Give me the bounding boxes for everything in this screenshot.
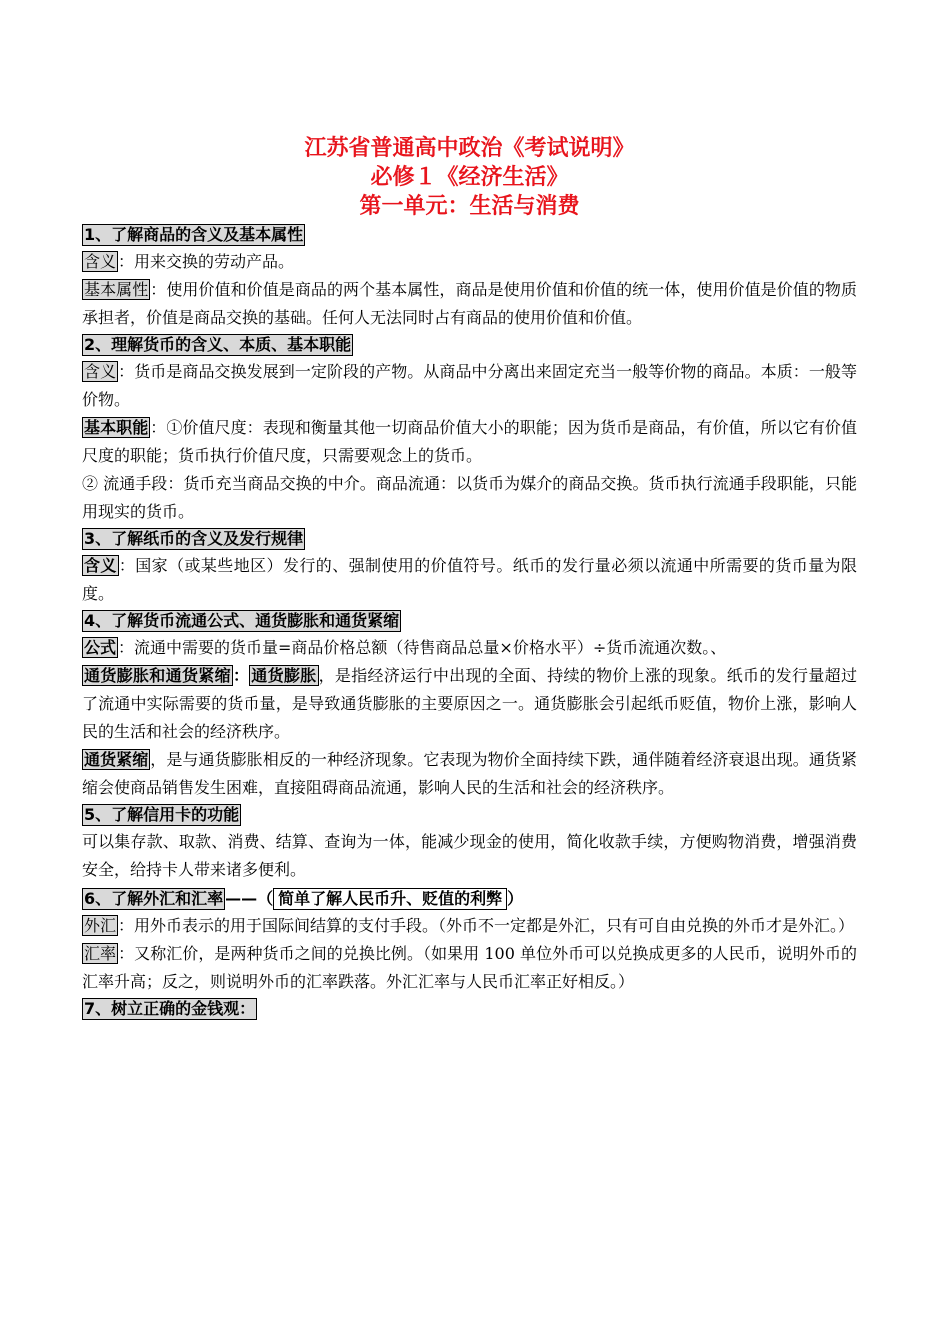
section-6-note: 简单了解人民币升、贬值的利弊 [273, 888, 507, 910]
paragraph-text: ，是指经济运行中出现的全面、持续的物价上涨的现象。纸币的发行量超过了流通中实际需要的货币量，是导致通货膨胀的主要原因之一。通货膨胀会引起纸币贬值，物价上涨，影响人民的生活和社会的经济秩序。 [82, 666, 857, 741]
section-1-heading: 1、了解商品的含义及基本属性 [84, 225, 304, 244]
paragraph-text: ：①价值尺度：表现和衡量其他一切商品价值大小的职能；因为货币是商品，有价值，所以它有价值尺度的职能；货币执行价值尺度，只需要观念上的货币。 [82, 418, 857, 465]
section-5-heading-row [82, 804, 857, 826]
section-4-heading-row [82, 610, 857, 632]
section-7-heading-row [82, 998, 857, 1020]
section-6-heading: 6、了解外汇和汇率 [84, 889, 224, 908]
term-tag: 通货膨胀 [251, 666, 317, 685]
document-title [82, 134, 857, 222]
section-5-paragraph-1: 可以集存款、取款、消费、结算、查询为一体，能减少现金的使用，简化收款手续，方便购物消费，增强消费安全，给持卡人带来诸多便利。 [82, 832, 857, 879]
title-line-1: 江苏省普通高中政治《考试说明》 [304, 136, 635, 161]
section-2-heading-row [82, 334, 857, 356]
title-line-3: 第一单元：生活与消费 [359, 194, 580, 219]
section-4-heading: 4、了解货币流通公式、通货膨胀和通货紧缩 [84, 611, 400, 630]
section-2-heading: 2、理解货币的含义、本质、基本职能 [84, 335, 352, 354]
term-tag: 通货膨胀和通货紧缩 [84, 666, 231, 685]
section-5-heading: 5、了解信用卡的功能 [84, 805, 240, 824]
term-tag: 汇率 [84, 944, 117, 963]
section-2-paragraph-3: ② 流通手段：货币充当商品交换的中介。商品流通：以货币为媒介的商品交换。货币执行流通手段职能，只能用现实的货币。 [82, 474, 857, 521]
section-1-paragraph-1 [82, 248, 857, 276]
heading-close: ） [507, 889, 524, 908]
paragraph-text: ：又称汇价，是两种货币之间的兑换比例。（如果用 100 单位外币可以兑换成更多的人民币，说明外币的汇率升高；反之，则说明外币的汇率跌落。外汇汇率与人民币汇率正好相反。） [82, 944, 857, 991]
term-colon: ： [232, 666, 250, 685]
term-tag: 含义 [84, 362, 117, 381]
section-2-paragraph-2 [82, 414, 857, 470]
paragraph-text: ：使用价值和价值是商品的两个基本属性，商品是使用价值和价值的统一体，使用价值是价值的物质承担者，价值是商品交换的基础。任何人无法同时占有商品的使用价值和价值。 [82, 280, 857, 327]
section-6-heading-row [82, 886, 857, 910]
section-3-heading: 3、了解纸币的含义及发行规律 [84, 529, 304, 548]
document-page [82, 128, 857, 1022]
section-3-heading-row [82, 528, 857, 550]
term-tag: 外汇 [84, 916, 117, 935]
paragraph-text: ：国家（或某些地区）发行的、强制使用的价值符号。纸币的发行量必须以流通中所需要的货币量为限度。 [82, 556, 857, 603]
section-4-paragraph-2 [82, 662, 857, 746]
section-1-paragraph-2 [82, 276, 857, 332]
section-3-paragraph-1 [82, 552, 857, 608]
paragraph-text: ：货币是商品交换发展到一定阶段的产物。从商品中分离出来固定充当一般等价物的商品。本质：一般等价物。 [82, 362, 857, 409]
term-tag: 基本属性 [84, 280, 149, 299]
term-tag: 含义 [84, 252, 117, 271]
term-tag: 基本职能 [84, 418, 149, 437]
paragraph-text: ：流通中需要的货币量=商品价格总额（待售商品总量×价格水平）÷货币流通次数。、 [118, 638, 727, 657]
paragraph-text: ：用外币表示的用于国际间结算的支付手段。（外币不一定都是外汇，只有可自由兑换的外币才是外汇。） [118, 916, 855, 935]
section-2-paragraph-1 [82, 358, 857, 414]
heading-dash: ——（ [225, 889, 274, 908]
section-7-heading: 7、树立正确的金钱观： [84, 999, 256, 1018]
term-tag: 通货紧缩 [84, 750, 149, 769]
term-tag: 公式 [84, 638, 117, 657]
paragraph-text: ：用来交换的劳动产品。 [118, 252, 295, 271]
section-6-paragraph-1 [82, 912, 857, 940]
section-4-paragraph-3 [82, 746, 857, 802]
title-line-2: 必修１《经济生活》 [370, 165, 569, 190]
section-4-paragraph-1 [82, 634, 857, 662]
section-1-heading-row [82, 224, 857, 246]
paragraph-text: ，是与通货膨胀相反的一种经济现象。它表现为物价全面持续下跌，通伴随着经济衰退出现。通货紧缩会使商品销售发生困难，直接阻碍商品流通，影响人民的生活和社会的经济秩序。 [82, 750, 857, 797]
term-tag: 含义 [84, 556, 117, 575]
section-6-paragraph-2 [82, 940, 857, 996]
